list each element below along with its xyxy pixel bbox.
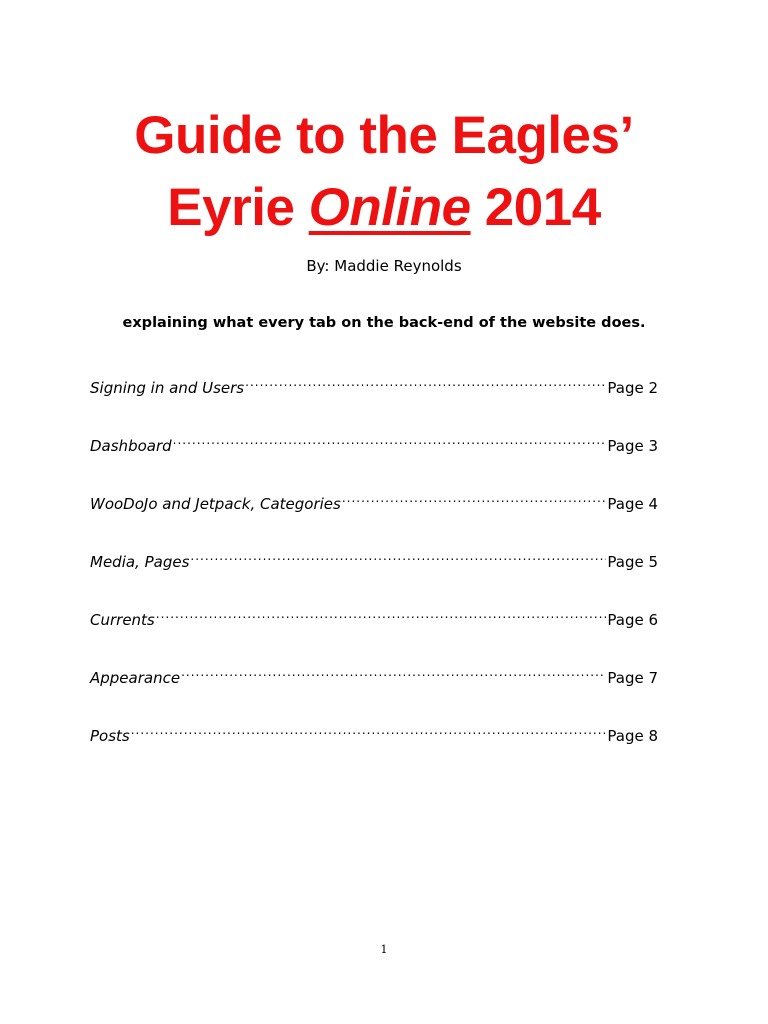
toc-entry-page: Page 4 (607, 495, 658, 513)
toc-dot-leader (245, 369, 606, 393)
toc-entry-page: Page 8 (607, 727, 658, 745)
title-emphasis-online: Online (308, 178, 471, 237)
toc-entry (90, 427, 658, 485)
toc-entry (90, 485, 658, 543)
toc-entry-label: Appearance (90, 669, 181, 687)
toc-entry (90, 659, 658, 717)
toc-entry-page: Page 2 (607, 379, 658, 397)
toc-entry-page: Page 5 (607, 553, 658, 571)
toc-entry-label: Signing in and Users (90, 379, 245, 397)
toc-entry-label: WooDoJo and Jetpack, Categories (90, 495, 341, 513)
page-number: 1 (380, 943, 388, 956)
toc-dot-leader (173, 427, 607, 451)
toc-dot-leader (190, 543, 606, 567)
toc-entry-label: Posts (90, 727, 130, 745)
toc-dot-leader (131, 717, 607, 741)
title-line-1: Guide to the Eagles’ (134, 106, 634, 165)
toc-dot-leader (181, 659, 606, 683)
document-title (0, 100, 768, 244)
toc-entry-page: Page 7 (607, 669, 658, 687)
title-line-2-suffix: 2014 (470, 178, 601, 237)
toc-entry-page: Page 3 (607, 437, 658, 455)
title-line-2-prefix: Eyrie (167, 178, 309, 237)
toc-entry (90, 601, 658, 659)
table-of-contents (90, 369, 658, 775)
toc-dot-leader (342, 485, 607, 509)
author-byline: By: Maddie Reynolds (306, 257, 462, 275)
toc-entry (90, 369, 658, 427)
intro-text: explaining what every tab on the back-end of the website does. (122, 315, 646, 331)
toc-entry (90, 543, 658, 601)
title-line-2 (0, 172, 768, 244)
toc-entry (90, 717, 658, 775)
toc-entry-label: Currents (90, 611, 155, 629)
toc-entry-label: Dashboard (90, 437, 172, 455)
toc-entry-page: Page 6 (607, 611, 658, 629)
toc-entry-label: Media, Pages (90, 553, 190, 571)
toc-dot-leader (156, 601, 607, 625)
